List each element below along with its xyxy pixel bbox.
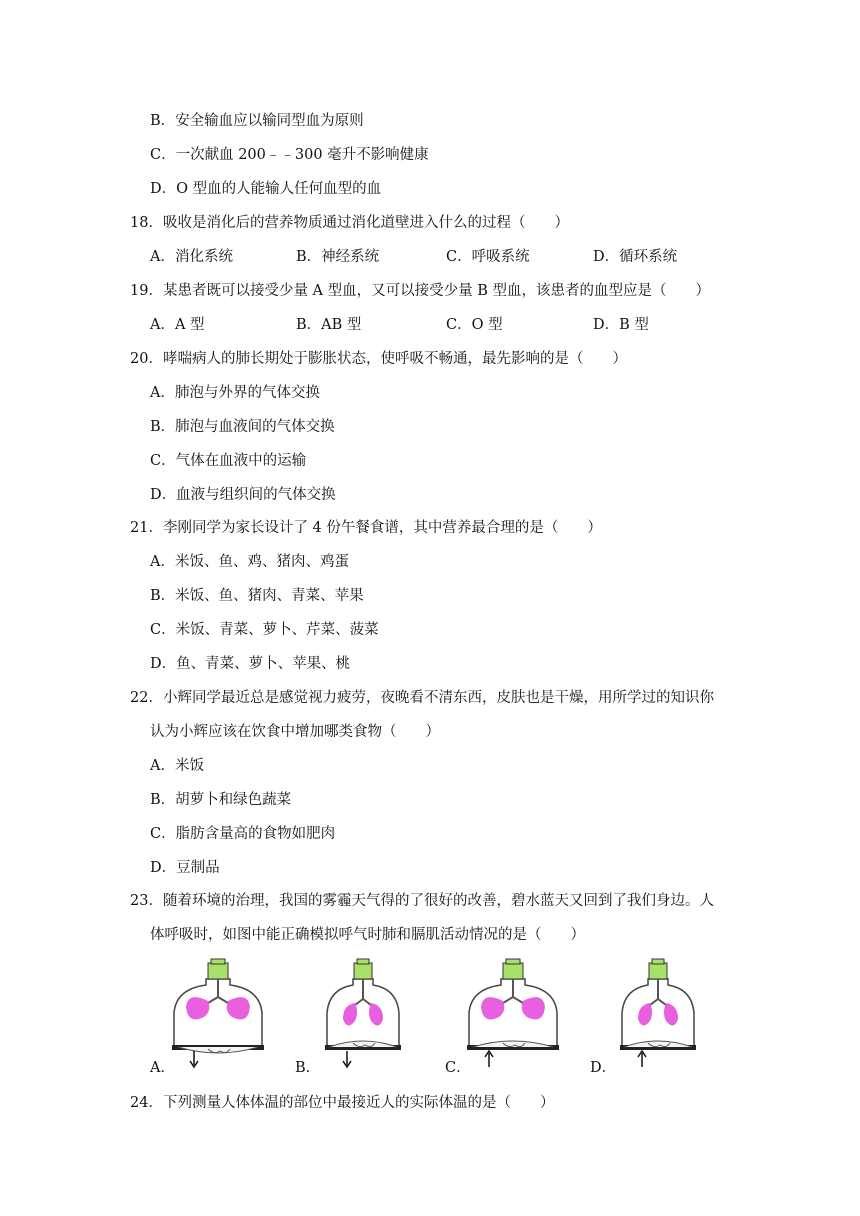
q24-stem: 24．下列测量人体体温的部位中最接近人的实际体温的是（ ） — [130, 1095, 555, 1111]
q19-option-b: B．AB 型 — [296, 317, 362, 333]
q21-stem: 21．李刚同学为家长设计了 4 份午餐食谱，其中营养最合理的是（ ） — [130, 520, 602, 536]
q21-option-c: C．米饭、青菜、萝卜、芹菜、菠菜 — [150, 622, 379, 638]
q18-stem: 18．吸收是消化后的营养物质通过消化道壁进入什么的过程（ ） — [130, 215, 569, 231]
q18-option-a: A．消化系统 — [150, 249, 233, 265]
q22-option-a: A．米饭 — [150, 758, 204, 774]
q18-option-b: B．神经系统 — [296, 249, 380, 265]
q21-option-d: D．鱼、青菜、萝卜、苹果、桃 — [150, 656, 351, 672]
q19-option-d: D．B 型 — [593, 317, 649, 333]
q20-stem: 20．哮喘病人的肺长期处于膨胀状态，使呼吸不畅通，最先影响的是（ ） — [130, 351, 627, 367]
q23-figure-b-label: B． — [295, 1060, 321, 1076]
q23-stem-line2: 体呼吸时，如图中能正确模拟呼气时肺和膈肌活动情况的是（ ） — [150, 927, 585, 943]
q21-option-b: B．米饭、鱼、猪肉、青菜、苹果 — [150, 588, 364, 604]
q22-option-b: B．胡萝卜和绿色蔬菜 — [150, 792, 292, 808]
q18-option-c: C．呼吸系统 — [446, 249, 530, 265]
q22-stem-line2: 认为小辉应该在饮食中增加哪类食物（ ） — [150, 724, 440, 740]
q22-option-d: D．豆制品 — [150, 860, 220, 876]
q23-figure-b — [295, 955, 415, 1080]
bell-jar-model-c — [463, 955, 563, 1075]
q23-stem-line1: 23．随着环境的治理，我国的雾霾天气得的了很好的改善，碧水蓝天又回到了我们身边。人 — [130, 893, 714, 909]
q23-figure-row — [150, 955, 730, 1080]
q18-option-d: D．循环系统 — [593, 249, 678, 265]
bell-jar-model-a — [168, 955, 268, 1075]
q17-option-b: B．安全输血应以输同型血为原则 — [150, 113, 364, 129]
q21-option-a: A．米饭、鱼、鸡、猪肉、鸡蛋 — [150, 554, 349, 570]
bell-jar-model-d — [608, 955, 708, 1075]
q19-stem: 19．某患者既可以接受少量 A 型血，又可以接受少量 B 型血，该患者的血型应是（ ） — [130, 283, 711, 299]
q20-option-c: C．气体在血液中的运输 — [150, 453, 307, 469]
q19-option-a: A．A 型 — [150, 317, 205, 333]
q22-stem-line1: 22．小辉同学最近总是感觉视力疲劳，夜晚看不清东西，皮肤也是干燥，用所学过的知识你 — [130, 690, 714, 706]
q23-figure-a-label: A． — [150, 1060, 175, 1076]
q23-figure-d-label: D． — [590, 1060, 617, 1076]
bell-jar-model-b — [313, 955, 413, 1075]
q23-figure-d — [590, 955, 710, 1080]
q23-figure-c-label: C． — [445, 1060, 471, 1076]
q20-option-d: D．血液与组织间的气体交换 — [150, 487, 336, 503]
q22-option-c: C．脂肪含量高的食物如肥肉 — [150, 826, 336, 842]
q19-option-c: C．O 型 — [446, 317, 503, 333]
q17-option-c: C．一次献血 200﹣﹣300 毫升不影响健康 — [150, 147, 429, 163]
q17-option-d: D．O 型血的人能输人任何血型的血 — [150, 181, 382, 197]
q20-option-b: B．肺泡与血液间的气体交换 — [150, 419, 335, 435]
q23-figure-a — [150, 955, 270, 1080]
q20-option-a: A．肺泡与外界的气体交换 — [150, 385, 320, 401]
q23-figure-c — [445, 955, 565, 1080]
